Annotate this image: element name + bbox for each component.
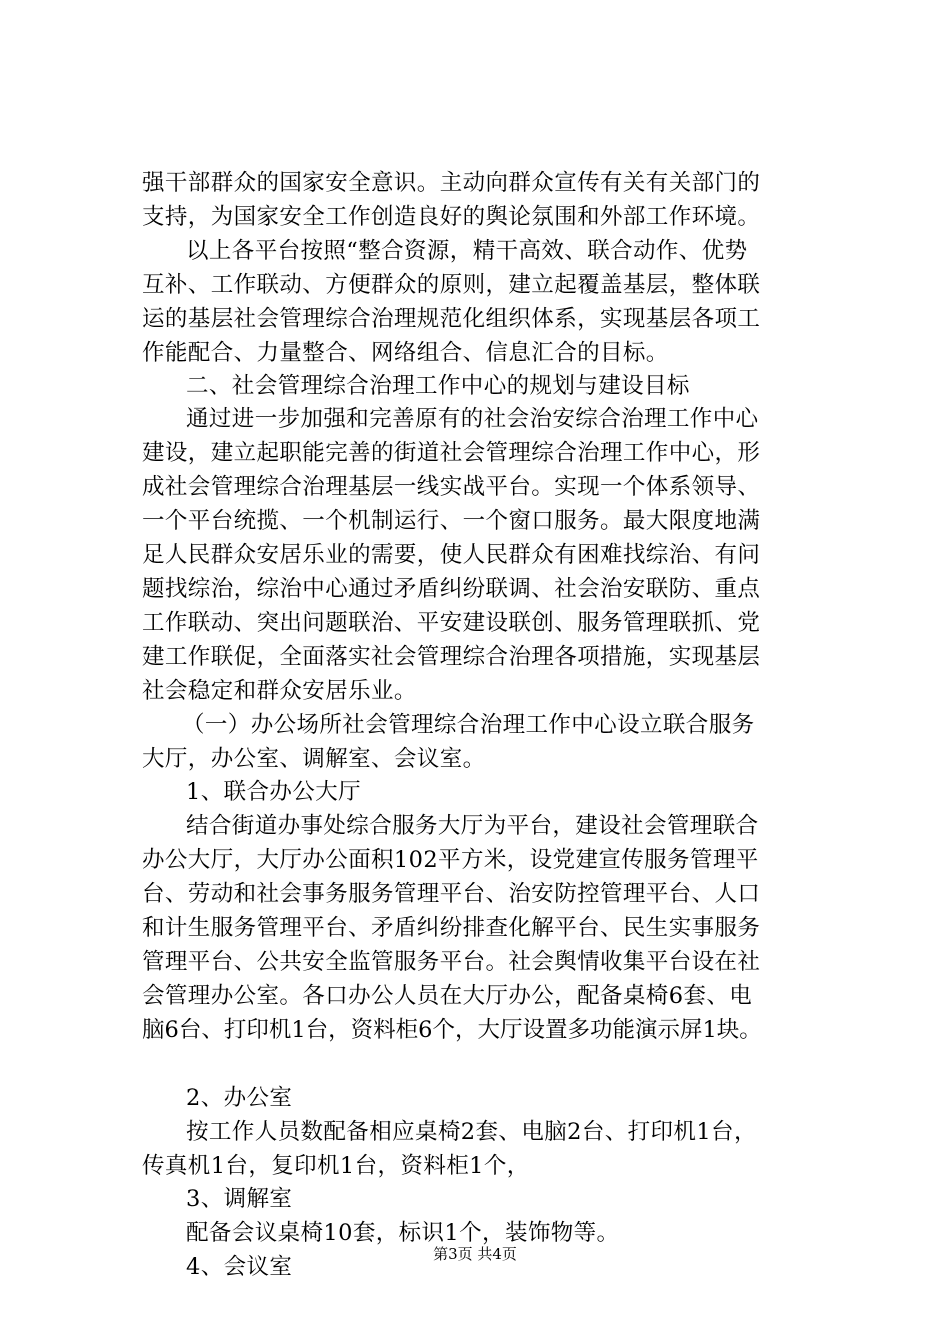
- paragraph-first-line: 通过进一步加强和完善原有的社会治安综合治理工作中心: [186, 406, 759, 432]
- text-line: 强干部群众的国家安全意识。主动向群众宣传有关有关部门的: [142, 170, 761, 196]
- paragraph-first-line: 结合街道办事处综合服务大厅为平台，建设社会管理联合: [186, 813, 759, 839]
- item-heading: 2、办公室: [186, 1085, 293, 1111]
- text-line: 会管理办公室。各口办公人员在大厅办公，配备桌椅6套、电: [142, 983, 753, 1009]
- text-line: 和计生服务管理平台、矛盾纠纷排查化解平台、民生实事服务: [142, 915, 761, 941]
- text-line: 脑6台、打印机1台，资料柜6个，大厅设置多功能演示屏1块。: [142, 1017, 762, 1043]
- text-line: 工作联动、突出问题联治、平安建设联创、服务管理联抓、党: [142, 610, 761, 636]
- text-line: 传真机1台，复印机1台，资料柜1个，: [142, 1153, 530, 1179]
- text-line: 台、劳动和社会事务服务管理平台、治安防控管理平台、人口: [142, 881, 761, 907]
- item-heading: 3、调解室: [186, 1186, 293, 1212]
- paragraph-first-line: 以上各平台按照“整合资源，精干高效、联合动作、优势: [186, 238, 748, 264]
- text-line: 一个平台统揽、一个机制运行、一个窗口服务。最大限度地满: [142, 508, 761, 534]
- text-line: 社会稳定和群众安居乐业。: [142, 678, 417, 704]
- paragraph-first-line: 按工作人员数配备相应桌椅2套、电脑2台、打印机1台，: [186, 1119, 757, 1145]
- text-line: 建设，建立起职能完善的街道社会管理综合治理工作中心，形: [142, 440, 761, 466]
- text-line: 管理平台、公共安全监管服务平台。社会舆情收集平台设在社: [142, 949, 761, 975]
- text-line: 办公大厅，大厅办公面积102平方米，设党建宣传服务管理平: [142, 847, 759, 873]
- item-heading: 4、会议室: [186, 1254, 293, 1280]
- page-number: 第3页 共4页: [433, 1245, 517, 1263]
- text-line: 互补、工作联动、方便群众的原则，建立起覆盖基层，整体联: [142, 272, 761, 298]
- text-line: 题找综治，综治中心通过矛盾纠纷联调、社会治安联防、重点: [142, 576, 761, 602]
- subsection-heading: （一）办公场所社会管理综合治理工作中心设立联合服务: [182, 712, 755, 738]
- section-heading: 二、社会管理综合治理工作中心的规划与建设目标: [186, 373, 690, 399]
- text-line: 配备会议桌椅10套，标识1个，装饰物等。: [186, 1220, 620, 1246]
- text-line: 足人民群众安居乐业的需要，使人民群众有困难找综治、有问: [142, 542, 761, 568]
- text-line: 运的基层社会管理综合治理规范化组织体系，实现基层各项工: [142, 306, 761, 332]
- item-heading: 1、联合办公大厅: [186, 779, 362, 805]
- text-line: 建工作联促，全面落实社会管理综合治理各项措施，实现基层: [142, 644, 761, 670]
- text-line: 支持，为国家安全工作创造良好的舆论氛围和外部工作环境。: [142, 204, 761, 230]
- text-line: 作能配合、力量整合、网络组合、信息汇合的目标。: [142, 340, 669, 366]
- text-line: 成社会管理综合治理基层一线实战平台。实现一个体系领导、: [142, 474, 761, 500]
- text-line: 大厅，办公室、调解室、会议室。: [142, 746, 486, 772]
